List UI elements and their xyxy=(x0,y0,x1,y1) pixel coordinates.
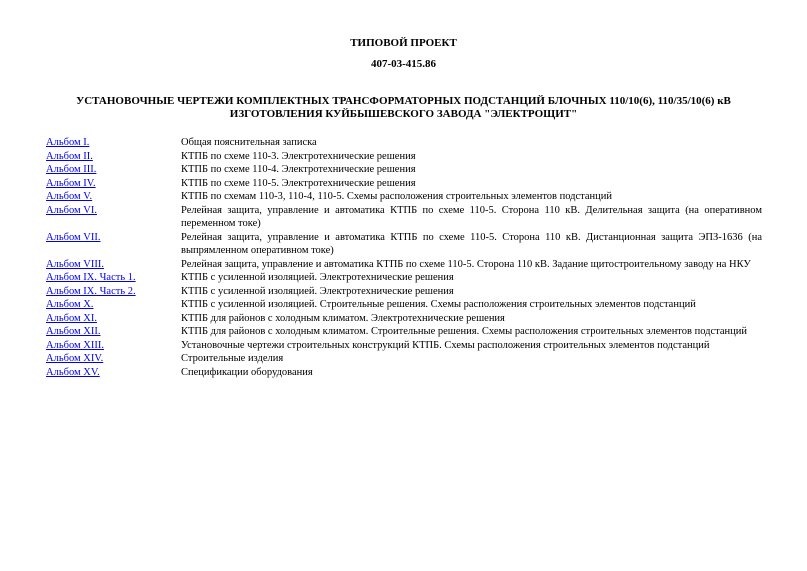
album-description: КТПБ с усиленной изоляцией. Строительные решения. Схемы расположения строительных элементов подстанций xyxy=(181,299,696,310)
album-link[interactable]: Альбом VIII. xyxy=(46,258,104,270)
album-row xyxy=(46,163,762,177)
album-description: Установочные чертежи строительных конструкций КТПБ. Схемы расположения строительных элементов подстанций xyxy=(181,339,710,351)
album-link[interactable]: Альбом II. xyxy=(46,150,93,162)
album-link[interactable]: Альбом VI. xyxy=(46,204,97,216)
album-link[interactable]: Альбом IX. Часть 2. xyxy=(46,285,136,297)
document-subtitle: УСТАНОВОЧНЫЕ ЧЕРТЕЖИ КОМПЛЕКТНЫХ ТРАНСФОРМАТОРНЫХ ПОДСТАНЦИЙ БЛОЧНЫХ 110/10(6), 110/35/10(6) кВ ИЗГОТОВЛЕНИЯ КУЙБЫШЕВСКОГО ЗАВОДА "ЭЛЕКТРОЩИТ" xyxy=(76,95,731,120)
album-link[interactable]: Альбом VII. xyxy=(46,231,101,243)
album-row xyxy=(46,204,762,231)
album-link[interactable]: Альбом XV. xyxy=(46,366,100,378)
album-description: КТПБ по схеме 110-3. Электротехнические решения xyxy=(181,150,416,162)
project-code: 407-03-415.86 xyxy=(370,58,437,70)
album-description: Релейная защита, управление и автоматика КТПБ по схеме 110-5. Сторона 110 кВ. Дистанционная защита ЭПЗ-1636 (на выпрямленном оперативном токе) xyxy=(181,231,762,256)
album-row xyxy=(46,150,762,164)
album-link[interactable]: Альбом XIV. xyxy=(46,353,104,364)
album-row xyxy=(46,177,762,191)
album-row xyxy=(46,231,762,258)
album-row xyxy=(46,271,762,285)
album-link[interactable]: Альбом V. xyxy=(46,191,93,202)
document-title: ТИПОВОЙ ПРОЕКТ xyxy=(350,37,457,49)
album-description: Строительные изделия xyxy=(181,353,284,364)
album-link[interactable]: Альбом X. xyxy=(46,299,94,310)
album-description: КТПБ для районов с холодным климатом. Электротехнические решения xyxy=(181,312,505,324)
album-row xyxy=(46,285,762,299)
album-description: КТПБ с усиленной изоляцией. Электротехнические решения xyxy=(181,285,454,297)
album-row xyxy=(46,352,762,366)
album-description: Релейная защита, управление и автоматика КТПБ по схеме 110-5. Сторона 110 кВ. Задание щитостроительному заводу на НКУ xyxy=(181,258,751,270)
album-description: КТПБ для районов с холодным климатом. Строительные решения. Схемы расположения строительных элементов подстанций xyxy=(181,326,748,337)
album-description: Спецификации оборудования xyxy=(181,366,313,378)
album-row xyxy=(46,190,762,204)
album-row xyxy=(46,136,762,150)
album-row xyxy=(46,325,762,339)
album-link[interactable]: Альбом XIII. xyxy=(46,339,104,351)
album-list xyxy=(46,136,762,379)
album-row xyxy=(46,366,762,380)
album-link[interactable]: Альбом III. xyxy=(46,164,97,175)
album-description: Общая пояснительная записка xyxy=(181,137,317,148)
album-link[interactable]: Альбом XII. xyxy=(46,326,101,337)
album-link[interactable]: Альбом I. xyxy=(46,137,90,148)
album-row xyxy=(46,298,762,312)
album-description: КТПБ с усиленной изоляцией. Электротехнические решения xyxy=(181,272,454,283)
album-description: Релейная защита, управление и автоматика КТПБ по схеме 110-5. Сторона 110 кВ. Делительная защита (на оперативном переменном токе) xyxy=(181,204,762,229)
album-row xyxy=(46,312,762,326)
album-row xyxy=(46,339,762,353)
album-description: КТПБ по схемам 110-3, 110-4, 110-5. Схемы расположения строительных элементов подстанций xyxy=(181,191,613,202)
album-link[interactable]: Альбом IX. Часть 1. xyxy=(46,272,136,283)
album-link[interactable]: Альбом XI. xyxy=(46,312,97,324)
album-link[interactable]: Альбом IV. xyxy=(46,177,96,189)
album-row xyxy=(46,258,762,272)
album-description: КТПБ по схеме 110-4. Электротехнические решения xyxy=(181,164,416,175)
album-description: КТПБ по схеме 110-5. Электротехнические решения xyxy=(181,177,416,189)
